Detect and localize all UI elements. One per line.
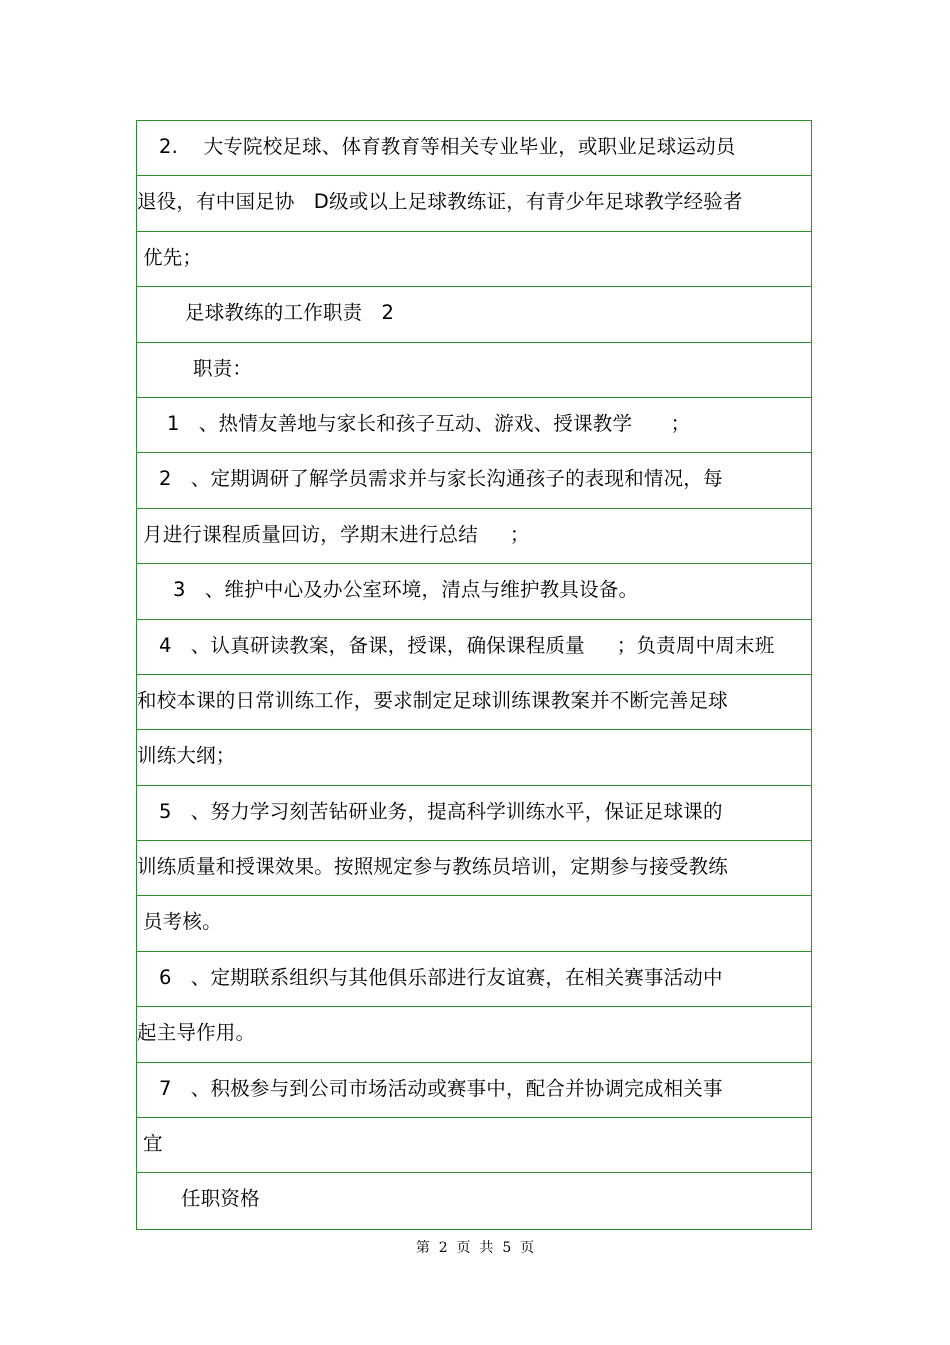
table-row	[137, 1063, 811, 1118]
line-text: 5 、努力学习刻苦钻研业务，提高科学训练水平，保证足球课的	[159, 799, 723, 823]
line-text: 6 、定期联系组织与其他俱乐部进行友谊赛，在相关赛事活动中	[159, 965, 723, 989]
line-text: 和校本课的日常训练工作，要求制定足球训练课教案并不断完善足球	[137, 688, 729, 712]
line-text: 训练质量和授课效果。按照规定参与教练员培训，定期参与接受教练	[137, 855, 729, 879]
section-heading: 任职资格	[181, 1187, 260, 1211]
table-row	[137, 287, 811, 342]
table-row	[137, 232, 811, 287]
section-heading: 足球教练的工作职责 2	[185, 301, 395, 325]
table-row	[137, 509, 811, 564]
line-text: 7 、积极参与到公司市场活动或赛事中，配合并协调完成相关事	[159, 1076, 723, 1100]
line-text: 4 、认真研读教案，备课，授课，确保课程质量 ；负责周中周末班	[159, 633, 775, 657]
table-row	[137, 398, 811, 453]
line-text: 退役，有中国足协 D级或以上足球教练证，有青少年足球教学经验者	[137, 190, 743, 214]
line-text: 2. 大专院校足球、体育教育等相关专业毕业，或职业足球运动员	[159, 135, 736, 158]
line-text: 优先；	[143, 245, 203, 269]
line-text: 起主导作用。	[137, 1021, 256, 1045]
table-row	[137, 675, 811, 730]
table-row	[137, 1007, 811, 1062]
table-row	[137, 121, 811, 176]
table-row	[137, 1118, 811, 1173]
section-subheading: 职责：	[193, 356, 253, 380]
document-table	[136, 120, 812, 1230]
table-row	[137, 730, 811, 785]
table-row	[137, 1173, 811, 1228]
line-text: 训练大纲；	[137, 744, 236, 768]
line-text: 月进行课程质量回访，学期末进行总结 ；	[143, 522, 530, 546]
table-row	[137, 620, 811, 675]
table-row	[137, 564, 811, 619]
line-text: 2 、定期调研了解学员需求并与家长沟通孩子的表现和情况，每	[159, 467, 723, 491]
line-text: 宜	[143, 1132, 163, 1156]
table-row	[137, 896, 811, 951]
table-row	[137, 952, 811, 1007]
table-row	[137, 841, 811, 896]
line-text: 员考核。	[143, 910, 222, 934]
table-row	[137, 453, 811, 508]
line-text: 1 、热情友善地与家长和孩子互动、游戏、授课教学 ；	[167, 411, 691, 435]
table-row	[137, 176, 811, 231]
table-row	[137, 343, 811, 398]
page-number-footer: 第 2 页 共 5 页	[415, 1240, 535, 1256]
table-row	[137, 786, 811, 841]
line-text: 3 、维护中心及办公室环境，清点与维护教具设备。	[173, 578, 639, 602]
